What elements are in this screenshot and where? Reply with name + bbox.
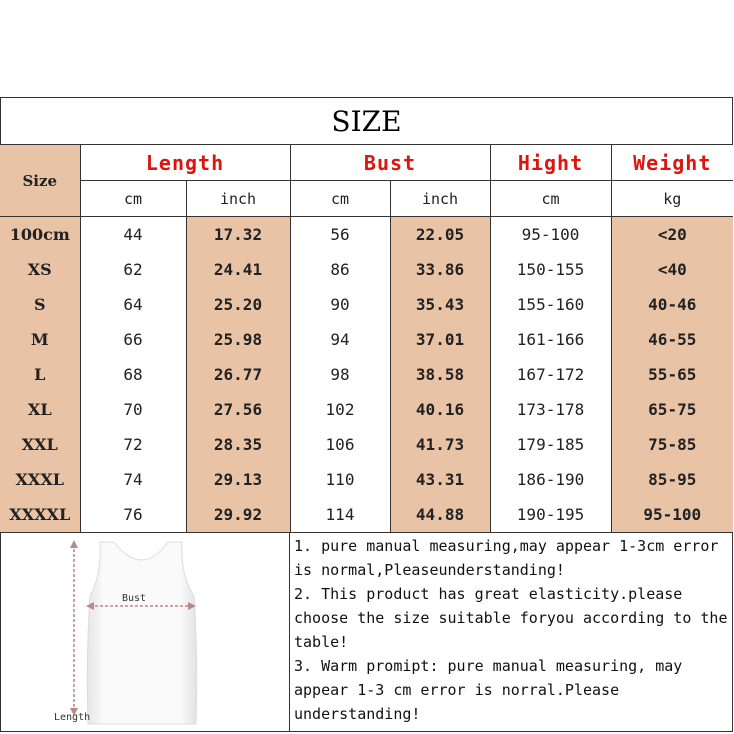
bust-cm-cell: 102 [290, 392, 390, 427]
table-row [0, 287, 733, 322]
header-row-groups [0, 145, 733, 181]
length-cm-cell: 44 [80, 217, 186, 253]
size-header: Size [0, 145, 80, 217]
hight-cell: 150-155 [490, 252, 611, 287]
panel-divider [289, 532, 290, 732]
weight-cell: 46-55 [611, 322, 733, 357]
unit-length-cm: cm [80, 181, 186, 217]
bust-cm-cell: 110 [290, 462, 390, 497]
length-inch-cell: 17.32 [186, 217, 290, 253]
length-inch-cell: 25.20 [186, 287, 290, 322]
bust-cm-cell: 86 [290, 252, 390, 287]
hight-cell: 95-100 [490, 217, 611, 253]
table-row [0, 497, 733, 532]
bust-cm-cell: 114 [290, 497, 390, 532]
length-cm-cell: 62 [80, 252, 186, 287]
weight-cell: 40-46 [611, 287, 733, 322]
note-2: 2. This product has great elasticity.please choose the size suitable foryou according to the table! [294, 585, 728, 651]
hight-cell: 167-172 [490, 357, 611, 392]
unit-bust-inch: inch [390, 181, 490, 217]
size-cell: XXXXL [0, 497, 80, 532]
length-inch-cell: 27.56 [186, 392, 290, 427]
size-table [0, 145, 733, 532]
length-cm-cell: 70 [80, 392, 186, 427]
length-cm-cell: 64 [80, 287, 186, 322]
hight-cell: 186-190 [490, 462, 611, 497]
hight-cell: 155-160 [490, 287, 611, 322]
header-weight: Weight [611, 145, 733, 181]
bust-inch-cell: 35.43 [390, 287, 490, 322]
weight-cell: 75-85 [611, 427, 733, 462]
size-cell: XXXL [0, 462, 80, 497]
size-cell: L [0, 357, 80, 392]
bust-cm-cell: 94 [290, 322, 390, 357]
bust-inch-cell: 37.01 [390, 322, 490, 357]
weight-cell: 65-75 [611, 392, 733, 427]
hight-cell: 179-185 [490, 427, 611, 462]
weight-cell: <40 [611, 252, 733, 287]
bust-inch-cell: 22.05 [390, 217, 490, 253]
weight-cell: 95-100 [611, 497, 733, 532]
bust-inch-cell: 41.73 [390, 427, 490, 462]
size-cell: M [0, 322, 80, 357]
bust-label: Bust [122, 593, 147, 604]
table-row [0, 357, 733, 392]
bust-cm-cell: 56 [290, 217, 390, 253]
title-text: SIZE [331, 104, 402, 138]
length-cm-cell: 72 [80, 427, 186, 462]
header-hight: Hight [490, 145, 611, 181]
tank-top-illustration [2, 534, 287, 730]
bust-inch-cell: 40.16 [390, 392, 490, 427]
bust-cm-cell: 90 [290, 287, 390, 322]
bust-inch-cell: 33.86 [390, 252, 490, 287]
table-row [0, 217, 733, 253]
bust-cm-cell: 106 [290, 427, 390, 462]
bust-inch-cell: 44.88 [390, 497, 490, 532]
length-cm-cell: 66 [80, 322, 186, 357]
length-inch-cell: 29.13 [186, 462, 290, 497]
header-length: Length [80, 145, 290, 181]
bust-inch-cell: 43.31 [390, 462, 490, 497]
length-inch-cell: 25.98 [186, 322, 290, 357]
size-cell: XL [0, 392, 80, 427]
header-bust: Bust [290, 145, 490, 181]
weight-cell: 85-95 [611, 462, 733, 497]
notes [294, 534, 730, 726]
size-cell: S [0, 287, 80, 322]
table-row [0, 392, 733, 427]
length-inch-cell: 29.92 [186, 497, 290, 532]
tank-top-shape [87, 542, 196, 724]
unit-hight-cm: cm [490, 181, 611, 217]
bust-inch-cell: 38.58 [390, 357, 490, 392]
length-inch-cell: 24.41 [186, 252, 290, 287]
size-title [0, 97, 733, 145]
weight-cell: <20 [611, 217, 733, 253]
table-row [0, 322, 733, 357]
hight-cell: 190-195 [490, 497, 611, 532]
hight-cell: 161-166 [490, 322, 611, 357]
unit-bust-cm: cm [290, 181, 390, 217]
length-cm-cell: 76 [80, 497, 186, 532]
length-inch-cell: 28.35 [186, 427, 290, 462]
note-1: 1. pure manual measuring,may appear 1-3cm error is normal,Pleaseunderstanding! [294, 537, 719, 579]
hight-cell: 173-178 [490, 392, 611, 427]
note-3: 3. Warm promipt: pure manual measuring, may appear 1-3 cm error is norral.Please understanding! [294, 657, 683, 723]
unit-weight-kg: kg [611, 181, 733, 217]
weight-cell: 55-65 [611, 357, 733, 392]
bust-cm-cell: 98 [290, 357, 390, 392]
size-cell: XS [0, 252, 80, 287]
length-cm-cell: 74 [80, 462, 186, 497]
header-row-units [0, 181, 733, 217]
size-cell: XXL [0, 427, 80, 462]
size-cell: 100cm [0, 217, 80, 253]
table-row [0, 462, 733, 497]
table-row [0, 427, 733, 462]
length-arrow-top [70, 540, 78, 548]
length-cm-cell: 68 [80, 357, 186, 392]
length-inch-cell: 26.77 [186, 357, 290, 392]
unit-length-inch: inch [186, 181, 290, 217]
table-row [0, 252, 733, 287]
length-label: Length [54, 712, 91, 723]
